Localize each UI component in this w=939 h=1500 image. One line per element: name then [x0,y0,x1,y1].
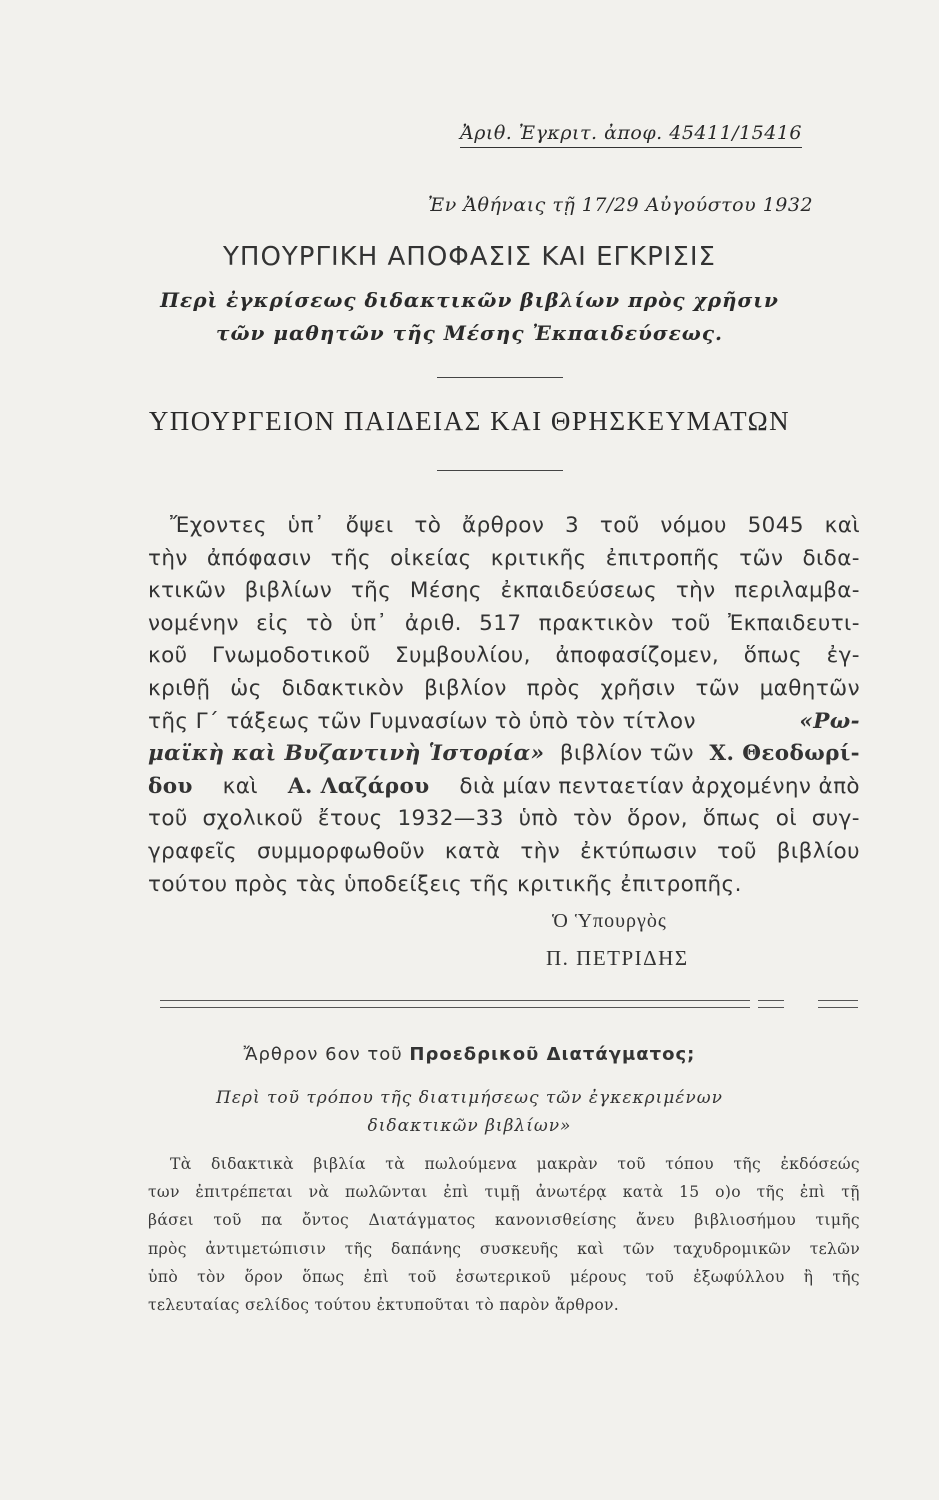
author-name-end: δου [148,773,193,799]
body-line: νομένην εἰς τὸ ὑπ᾽ ἀριθ. 517 πρακτικὸν τοῦ Ἐκπαιδευτι- [148,610,860,636]
body-line: Ἔχοντες ὑπ᾽ ὄψει τὸ ἄρθρον 3 τοῦ νόμου 5045 καὶ [170,513,860,538]
ministry-heading: ΥΠΟΥΡΓΕΙΟΝ ΠΑΙΔΕΙΑΣ ΚΑΙ ΘΡΗΣΚΕΥΜΑΤΩΝ [148,406,791,436]
double-rule [818,1000,858,1008]
signature-title: Ὁ Ὑπουργὸς [552,910,667,932]
double-rule [758,1000,784,1008]
author-name: Χ. Θεοδωρί- [709,741,860,767]
article-title-bold: Προεδρικοῦ Διατάγματος; [409,1044,696,1065]
decision-body [148,510,860,901]
article-line: τελευταίας σελίδος τούτου ἐκτυποῦται τὸ παρὸν ἄρθρον. [148,1296,620,1315]
article-line: των ἐπιτρέπεται νὰ πωλῶνται ἐπὶ τιμῇ ἀνωτέρᾳ κατὰ 15 ο)ο τῆς ἐπὶ τῇ [148,1183,860,1202]
body-text: τῆς Γ´ τάξεως τῶν Γυμνασίων τὸ ὑπὸ τὸν τίτλον [148,708,696,734]
body-line: τὴν ἀπόφασιν τῆς οἰκείας κριτικῆς ἐπιτροπῆς τῶν διδα- [148,545,860,571]
author-name: Α. Λαζάρου [287,773,430,799]
article-line: ὑπὸ τὸν ὅρον ὅπως ἐπὶ τοῦ ἐσωτερικοῦ μέρους τοῦ ἐξωφύλλου ἢ τῆς [148,1267,860,1286]
body-text: καὶ [222,773,258,799]
body-line: γραφεῖς συμμορφωθοῦν κατὰ τὴν ἐκτύπωσιν τοῦ βιβλίου [148,838,860,864]
decision-title: ΥΠΟΥΡΓΙΚΗ ΑΠΟΦΑΣΙΣ ΚΑΙ ΕΓΚΡΙΣΙΣ [223,242,716,272]
divider-bottom [437,470,563,471]
book-title: μαϊκὴ καὶ Βυζαντινὴ Ἱστορία» [148,741,545,767]
book-title-start: «Ρω- [799,708,860,734]
body-line [148,771,860,804]
decision-subtitle-line1: Περὶ ἐγκρίσεως διδακτικῶν βιβλίων πρὸς χρῆσιν [160,288,779,312]
article-title [0,1044,939,1065]
body-text: βιβλίον τῶν [559,741,694,767]
body-text: διὰ μίαν πενταετίαν ἀρχομένην ἀπὸ [459,773,860,799]
body-line: κτικῶν βιβλίων τῆς Μέσης ἐκπαιδεύσεως τὴν περιλαμβα- [148,578,860,604]
article-subtitle-line1: Περὶ τοῦ τρόπου τῆς διατιμήσεως τῶν ἐγκεκριμένων [216,1088,723,1108]
article-title-plain: Ἄρθρον 6ον τοῦ [243,1044,403,1065]
article-line: βάσει τοῦ πα ὄντος Διατάγματος κανονισθείσης ἄνευ βιβλιοσήμου τιμῆς [148,1211,860,1230]
body-line: τούτου πρὸς τὰς ὑποδείξεις τῆς κριτικῆς ἐπιτροπῆς. [148,871,742,897]
double-rule [160,1000,750,1008]
article-line: Τὰ διδακτικὰ βιβλία τὰ πωλούμενα μακρὰν τοῦ τόπου τῆς ἐκδόσεώς [170,1155,860,1173]
body-line [148,738,860,771]
dateline: Ἐν Ἀθήναις τῇ 17/29 Αὐγούστου 1932 [428,194,814,216]
body-line [148,706,860,739]
body-line: κοῦ Γνωμοδοτικοῦ Συμβουλίου, ἀποφασίζομεν, ὅπως ἐγ- [148,643,860,669]
divider-top [437,377,563,378]
body-line: κριθῇ ὡς διδακτικὸν βιβλίον πρὸς χρῆσιν τῶν μαθητῶν [148,675,860,701]
body-line: τοῦ σχολικοῦ ἔτους 1932—33 ὑπὸ τὸν ὅρον, ὅπως οἱ συγ- [148,806,860,832]
article-line: πρὸς ἀντιμετώπισιν τῆς δαπάνης συσκευῆς καὶ τῶν ταχυδρομικῶν τελῶν [148,1239,860,1258]
approval-reference-number: Ἀριθ. Ἐγκριτ. ἀποφ. 45411/15416 [460,122,802,148]
article-subtitle-line2: διδακτικῶν βιβλίων» [367,1116,572,1136]
article-body [148,1150,860,1319]
decision-subtitle-line2: τῶν μαθητῶν τῆς Μέσης Ἐκπαιδεύσεως. [216,321,723,345]
signature-name: Π. ΠΕΤΡΙΔΗΣ [546,946,689,970]
